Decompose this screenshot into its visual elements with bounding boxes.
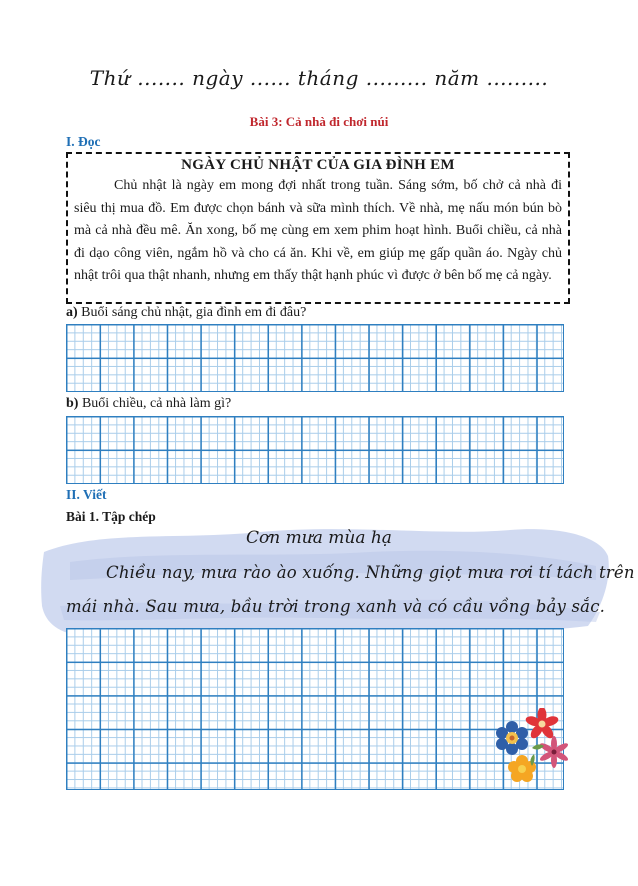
poem-title: Cơn mưa mùa hạ bbox=[246, 528, 392, 548]
writing-section-label: II. Viết bbox=[66, 487, 107, 502]
flower-decoration bbox=[494, 708, 572, 788]
answer-grid-b[interactable] bbox=[66, 416, 564, 484]
question-a bbox=[66, 305, 306, 321]
question-b bbox=[66, 396, 231, 412]
question-b-text: Buổi chiều, cả nhà làm gì? bbox=[81, 396, 232, 411]
red-flower-icon bbox=[524, 708, 559, 740]
reading-section-label: I. Đọc bbox=[66, 134, 101, 149]
writing-practice-grid[interactable] bbox=[66, 628, 564, 790]
question-a-marker: a) bbox=[66, 305, 78, 320]
poem-line-1: Chiều nay, mưa rào ào xuống. Những giọt mưa rơi tí tách trên bbox=[106, 563, 635, 582]
poem-line-2: mái nhà. Sau mưa, bầu trời trong xanh và có cầu vồng bảy sắc. bbox=[66, 597, 606, 616]
question-a-text: Buổi sáng chủ nhật, gia đình em đi đâu? bbox=[81, 305, 307, 320]
question-b-marker: b) bbox=[66, 396, 79, 411]
reading-passage-box bbox=[66, 152, 570, 304]
story-title: NGÀY CHỦ NHẬT CỦA GIA ĐÌNH EM bbox=[181, 157, 455, 173]
exercise-label: Bài 1. Tập chép bbox=[66, 509, 156, 524]
leaf-icon bbox=[530, 744, 544, 766]
pink-flower-icon bbox=[539, 736, 570, 768]
lesson-title: Bài 3: Cả nhà đi chơi núi bbox=[249, 114, 389, 129]
story-text: Chủ nhật là ngày em mong đợi nhất trong tuần. Sáng sớm, bố chở cả nhà đi siêu thị mua đồ. Em được chọn bánh và sữa mình thích. Về nhà, mẹ nấu món bún bò mà cả nhà đều mê. Ăn xong, bố mẹ cùng em xem phim hoạt hình. Buổi chiều, cả nhà đi dạo công viên, ngắm hồ và cho cá ăn. Khi về, em giúp mẹ gấp quần áo. Ngày chủ nhật trôi qua thật nhanh, nhưng em thấy thật hạnh phúc vì được ở bên bố mẹ cả ngày. bbox=[74, 178, 562, 283]
answer-grid-a[interactable] bbox=[66, 324, 564, 392]
date-line: Thứ ....... ngày ...... tháng ......... năm ......... bbox=[89, 66, 549, 90]
blue-flower-icon bbox=[496, 721, 528, 755]
